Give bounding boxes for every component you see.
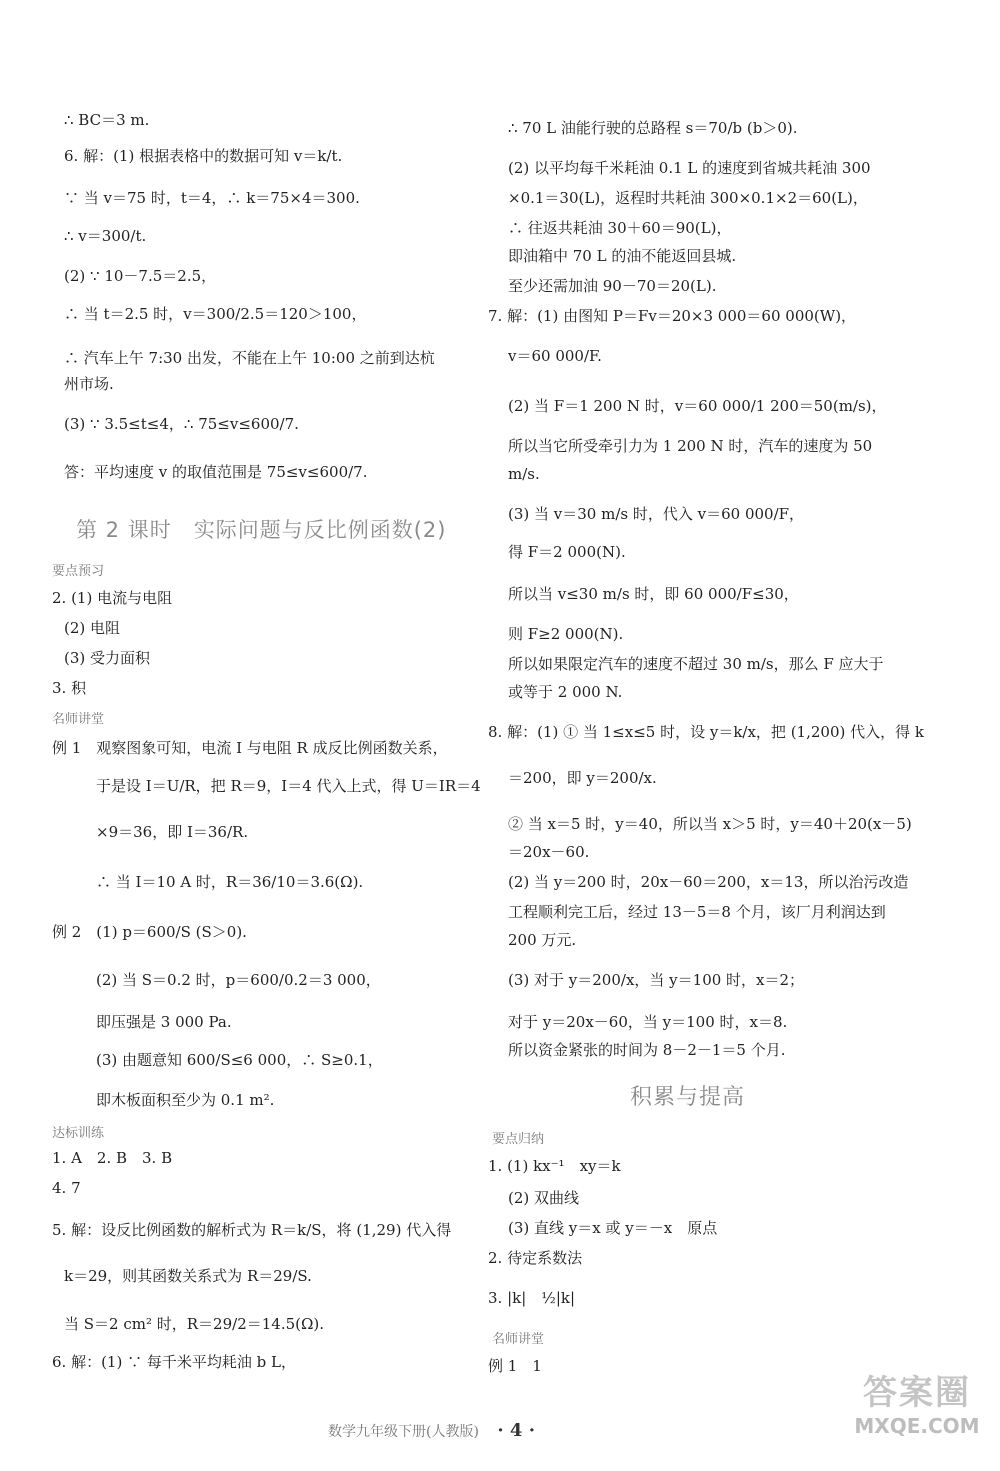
text-line: 200 万元. <box>508 931 577 949</box>
text-line: 对于 y＝20x－60，当 y＝100 时，x＝8. <box>508 1013 788 1031</box>
text-line: 1. A 2. B 3. B <box>52 1149 173 1167</box>
text-line: (3) 直线 y＝x 或 y＝－x 原点 <box>508 1219 718 1237</box>
text-line: (2) ∵ 10－7.5＝2.5， <box>64 267 217 285</box>
lesson-title: 第 2 课时 实际问题与反比例函数(2) <box>76 518 447 542</box>
text-line: 所以如果限定汽车的速度不超过 30 m/s，那么 F 应大于 <box>508 655 884 673</box>
text-line: ∴ 往返共耗油 30＋60＝90(L)， <box>508 219 732 237</box>
text-line: ∴ 汽车上午 7:30 出发，不能在上午 10:00 之前到达杭 <box>64 349 435 367</box>
section-heading: 名师讲堂 <box>52 712 105 727</box>
text-line: 例 1 1 <box>488 1357 542 1375</box>
text-line: (2) 以平均每千米耗油 0.1 L 的速度到省城共耗油 300 <box>508 159 871 177</box>
text-line: 即油箱中 70 L 的油不能返回县城. <box>508 247 737 265</box>
text-line: k＝29，则其函数关系式为 R＝29/S. <box>64 1267 312 1285</box>
text-line: (2) 当 y＝200 时，20x－60＝200，x＝13，所以治污改造 <box>508 873 909 891</box>
text-line: 所以当它所受牵引力为 1 200 N 时，汽车的速度为 50 <box>508 437 873 455</box>
section-heading: 要点归纳 <box>492 1132 545 1147</box>
text-line: (3) ∵ 3.5≤t≤4，∴ 75≤v≤600/7. <box>64 415 299 433</box>
watermark-url: MXQE.COM <box>854 1414 980 1438</box>
text-line: 即压强是 3 000 Pa. <box>96 1013 232 1031</box>
text-line: 例 1 观察图象可知，电流 I 与电阻 R 成反比例函数关系， <box>52 739 448 757</box>
watermark-text: 答案圈 <box>863 1373 971 1413</box>
text-line: 至少还需加油 90－70＝20(L). <box>508 277 717 295</box>
text-line: ∴ 当 t＝2.5 时，v＝300/2.5＝120＞100， <box>64 305 367 323</box>
text-line: (3) 对于 y＝200/x，当 y＝100 时，x＝2； <box>508 971 805 989</box>
section-heading: 名师讲堂 <box>492 1332 545 1347</box>
text-line: 于是设 I＝U/R，把 R＝9，I＝4 代入上式，得 U＝IR＝4 <box>96 777 481 795</box>
text-line: m/s. <box>508 465 540 483</box>
text-line: 当 S＝2 cm² 时，R＝29/2＝14.5(Ω). <box>64 1315 325 1333</box>
text-line: ∴ BC＝3 m. <box>64 111 150 129</box>
text-line: 2. (1) 电流与电阻 <box>52 589 173 607</box>
text-line: 2. 待定系数法 <box>488 1249 583 1267</box>
text-line: ∴ v＝300/t. <box>64 227 147 245</box>
text-line: 或等于 2 000 N. <box>508 683 623 701</box>
text-line: v＝60 000/F. <box>508 347 602 365</box>
text-line: 则 F≥2 000(N). <box>508 625 624 643</box>
text-line: ＝200，即 y＝200/x. <box>508 769 657 787</box>
text-line: 4. 7 <box>52 1179 81 1197</box>
text-line: (2) 当 F＝1 200 N 时，v＝60 000/1 200＝50(m/s)， <box>508 397 887 415</box>
text-line: 所以当 v≤30 m/s 时，即 60 000/F≤30， <box>508 585 799 603</box>
text-line: 3. 积 <box>52 679 87 697</box>
text-line: ＝20x－60. <box>508 843 590 861</box>
text-line: (3) 当 v＝30 m/s 时，代入 v＝60 000/F， <box>508 505 805 523</box>
text-line: 6. 解：(1) ∵ 每千米平均耗油 b L， <box>52 1353 296 1371</box>
text-line: 例 2 (1) p＝600/S (S＞0). <box>52 923 247 941</box>
text-line: ×0.1＝30(L)，返程时共耗油 300×0.1×2＝60(L)， <box>508 189 868 207</box>
text-line: ∴ 当 I＝10 A 时，R＝36/10＝3.6(Ω). <box>96 873 364 891</box>
text-line: 答：平均速度 v 的取值范围是 75≤v≤600/7. <box>64 463 368 481</box>
watermark-logo <box>852 1365 982 1457</box>
text-line: 1. (1) kx⁻¹ xy＝k <box>488 1157 621 1175</box>
section-heading: 达标训练 <box>52 1126 105 1141</box>
text-line: ∴ 70 L 油能行驶的总路程 s＝70/b (b＞0). <box>508 119 798 137</box>
text-line: (2) 电阻 <box>64 619 121 637</box>
section-heading: 要点预习 <box>52 564 105 579</box>
text-line: 工程顺利完工后，经过 13－5＝8 个月，该厂月利润达到 <box>508 903 886 921</box>
text-line: 3. |k| ½|k| <box>488 1289 576 1307</box>
text-line: 5. 解：设反比例函数的解析式为 R＝k/S，将 (1,29) 代入得 <box>52 1221 452 1239</box>
text-line: (3) 受力面积 <box>64 649 151 667</box>
text-line: ∵ 当 v＝75 时，t＝4，∴ k＝75×4＝300. <box>64 189 360 207</box>
text-line: 州市场. <box>64 375 114 393</box>
text-line: 所以资金紧张的时间为 8－2－1＝5 个月. <box>508 1041 786 1059</box>
text-line: 7. 解：(1) 由图知 P＝Fv＝20×3 000＝60 000(W)， <box>488 307 857 325</box>
text-line: 得 F＝2 000(N). <box>508 543 626 561</box>
text-line: 8. 解：(1) ① 当 1≤x≤5 时，设 y＝k/x，把 (1,200) 代入，得 k <box>488 723 924 741</box>
page-number: · 4 · <box>497 1420 535 1441</box>
accumulation-title: 积累与提高 <box>630 1085 746 1110</box>
text-line: (2) 当 S＝0.2 时，p＝600/0.2＝3 000， <box>96 971 381 989</box>
text-line: ② 当 x＝5 时，y＝40，所以当 x＞5 时，y＝40＋20(x－5) <box>508 815 912 833</box>
text-line: (2) 双曲线 <box>508 1189 580 1207</box>
page-footer <box>328 1420 535 1441</box>
text-line: 6. 解：(1) 根据表格中的数据可知 v＝k/t. <box>64 147 343 165</box>
book-title: 数学九年级下册(人教版) <box>328 1424 479 1440</box>
text-line: 即木板面积至少为 0.1 m². <box>96 1091 275 1109</box>
text-line: (3) 由题意知 600/S≤6 000，∴ S≥0.1， <box>96 1051 383 1069</box>
text-line: ×9＝36，即 I＝36/R. <box>96 823 249 841</box>
